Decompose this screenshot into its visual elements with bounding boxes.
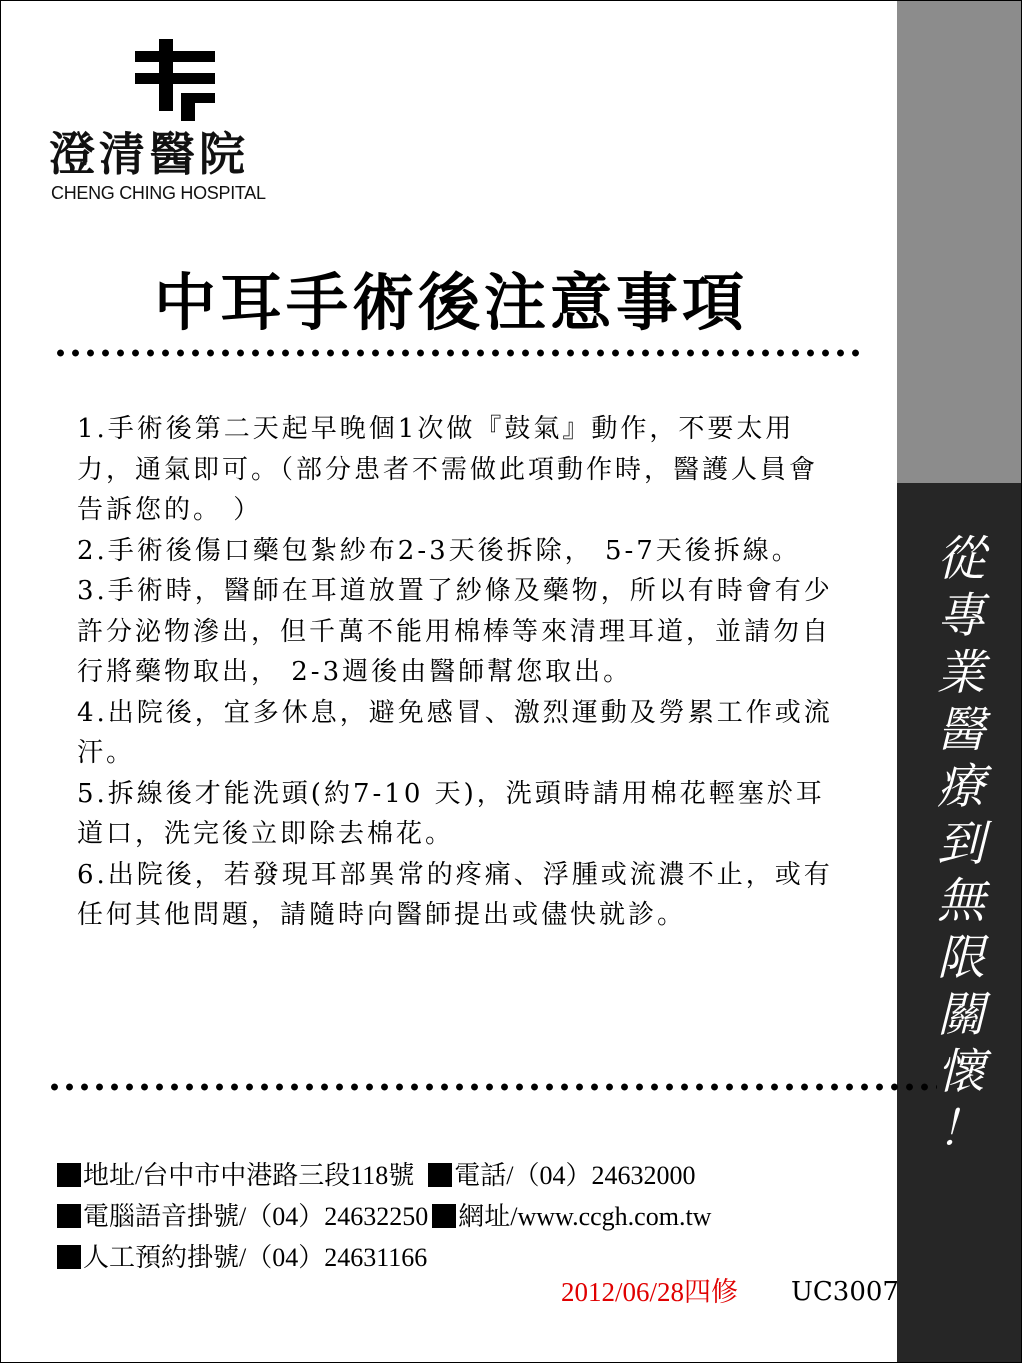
instruction-item: 5.拆線後才能洗頭(約7-10 天)，洗頭時請用棉花輕塞於耳道口，洗完後立即除去棉花。 xyxy=(77,778,825,849)
hospital-name-zh: 澄清醫院 xyxy=(49,127,249,181)
bullet-square-icon xyxy=(428,1163,452,1187)
revision-note: 四修 xyxy=(684,1277,739,1307)
slogan-char: 到 xyxy=(936,816,985,872)
contact-row xyxy=(57,1237,857,1278)
instruction-item: 2.手術後傷口藥包紮紗布2-3天後拆除， 5-7天後拆線。 xyxy=(77,535,801,566)
slogan-char: 醫 xyxy=(936,702,985,758)
instruction-item: 3.手術時，醫師在耳道放置了紗條及藥物，所以有時會有少許分泌物滲出，但千萬不能用棉棒等來清理耳道，並請勿自行將藥物取出， 2-3週後由醫師幫您取出。 xyxy=(77,576,833,687)
instruction-item: 6.出院後，若發現耳部異常的疼痛、浮腫或流濃不止，或有任何其他問題，請隨時向醫師提出或儘快就診。 xyxy=(77,859,833,930)
voice-registration-text: 電腦語音掛號/（04）24632250 xyxy=(83,1202,429,1231)
hospital-name-en: CHENG CHING HOSPITAL xyxy=(51,183,266,203)
slogan-char: ！ xyxy=(936,1101,985,1157)
contact-row xyxy=(57,1155,857,1196)
instruction-item: 1.手術後第二天起早晚個1次做『鼓氣』動作，不要太用力，通氣即可。（部分患者不需做此項動作時，醫護人員會告訴您的。 ） xyxy=(77,414,819,525)
website-text: 網址/www.ccgh.com.tw xyxy=(458,1202,712,1231)
instructions-list xyxy=(77,409,837,936)
page-title: 中耳手術後注意事項 xyxy=(153,266,748,339)
slogan-char: 從 xyxy=(936,531,985,587)
document-code: UC3007 xyxy=(791,1277,899,1307)
bullet-square-icon xyxy=(57,1204,81,1228)
slogan-char: 無 xyxy=(936,873,985,929)
revision-date xyxy=(561,1275,738,1309)
vertical-slogan xyxy=(923,531,999,1158)
sidebar-top-panel xyxy=(897,1,1022,483)
dotted-divider-top xyxy=(53,348,863,358)
instruction-item: 4.出院後，宜多休息，避免感冒、激烈運動及勞累工作或流汗。 xyxy=(77,697,833,768)
dotted-divider-bottom xyxy=(47,1082,937,1092)
slogan-char: 懷 xyxy=(936,1044,985,1100)
bullet-square-icon xyxy=(432,1204,456,1228)
contact-row xyxy=(57,1196,857,1237)
bullet-square-icon xyxy=(57,1163,81,1187)
slogan-char: 限 xyxy=(936,930,985,986)
slogan-char: 業 xyxy=(936,645,985,701)
phone-text: 電話/（04）24632000 xyxy=(454,1161,696,1190)
slogan-char: 專 xyxy=(936,588,985,644)
manual-registration-text: 人工預約掛號/（04）24631166 xyxy=(83,1243,428,1272)
slogan-char: 關 xyxy=(936,987,985,1043)
slogan-char: 療 xyxy=(936,759,985,815)
address-text: 地址/台中市中港路三段118號 xyxy=(83,1161,415,1190)
bullet-square-icon xyxy=(57,1245,81,1269)
contact-info xyxy=(57,1155,857,1278)
revision-date-value: 2012/06/28 xyxy=(561,1277,685,1307)
hospital-cross-logo-icon xyxy=(41,37,311,207)
